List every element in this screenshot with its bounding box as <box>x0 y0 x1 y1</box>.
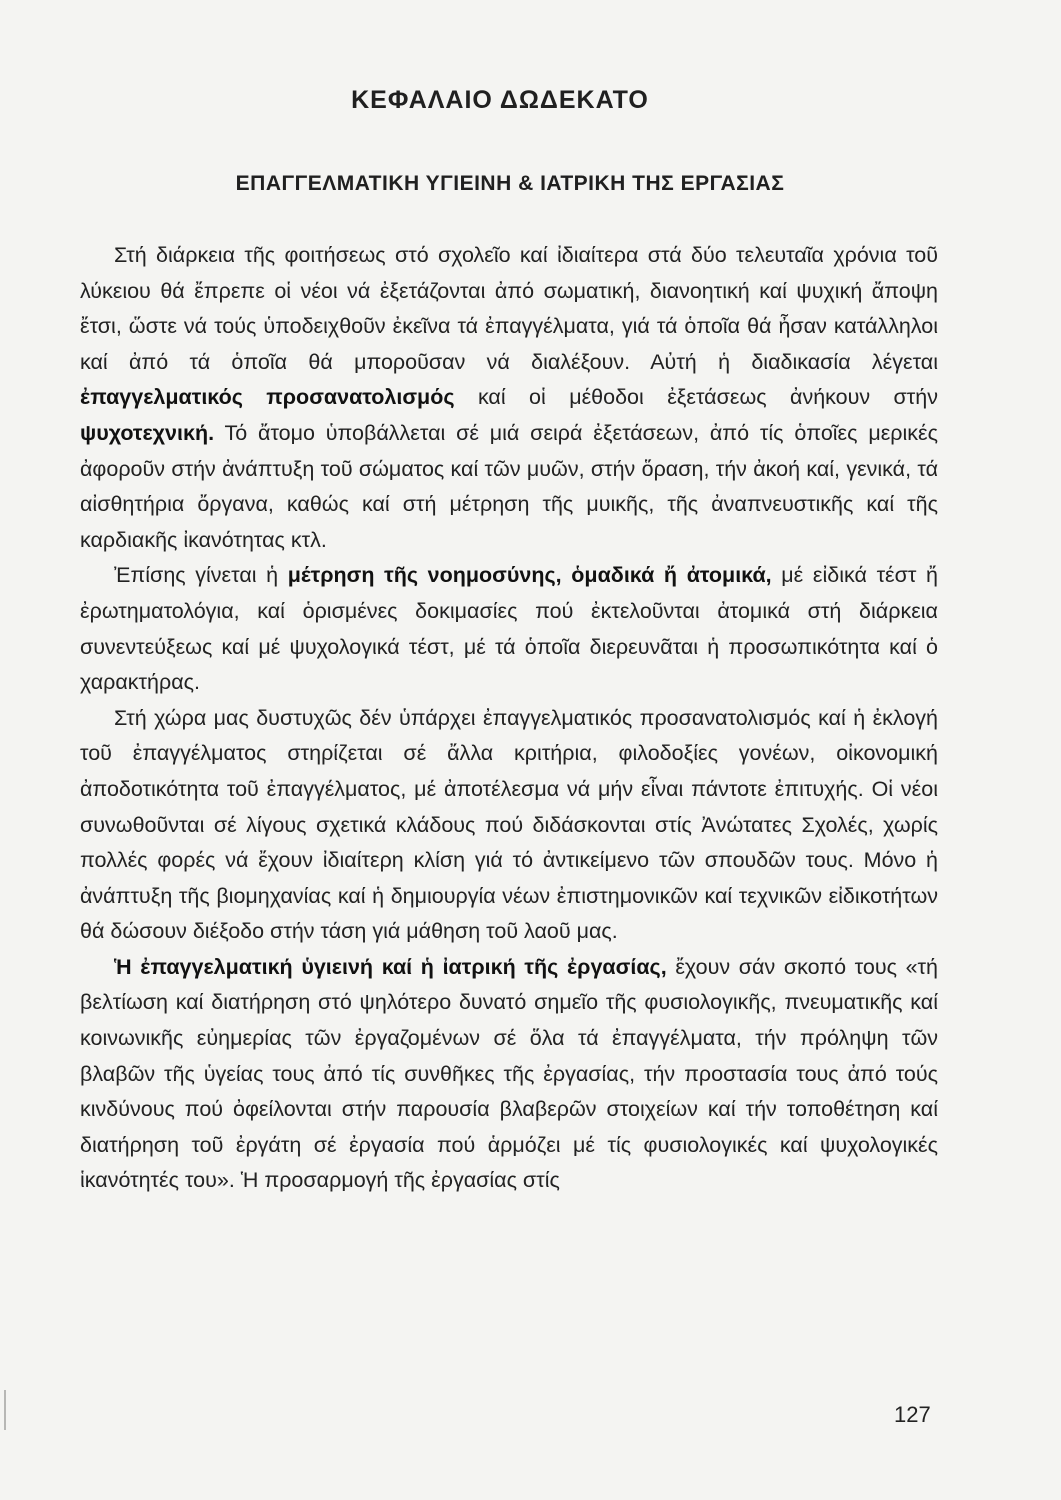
term-intelligence-measurement: μέτρηση τῆς νοημοσύνης, ὁμαδικά ἤ ἀτομικά, <box>287 563 772 588</box>
paragraph-2: Ἐπίσης γίνεται ἡ μέτρηση τῆς νοημοσύνης, ὁμαδικά ἤ ἀτομικά, μέ εἰδικά τέστ ἤ ἐρωτηματολόγια, καί ὁρισμένες δοκιμασίες πού ἐκτελοῦνται ἀτομικά στή διάρκεια συνεντεύξεως καί μέ ψυχολογικά τέστ, μέ τά ὁποῖα διερευνᾶται ἡ προσωπικότητα καί ὁ χαρακτήρας. <box>80 563 938 695</box>
chapter-title: ΚΕΦΑΛΑΙΟ ΔΩΔΕΚΑΤΟ <box>351 86 649 114</box>
scan-edge-mark <box>4 1390 6 1430</box>
body-text <box>80 238 938 1199</box>
paragraph-1: Στή διάρκεια τῆς φοιτήσεως στό σχολεῖο καί ἰδιαίτερα στά δύο τελευταῖα χρόνια τοῦ λύκειου θά ἔπρεπε οἱ νέοι νά ἐξετάζονται ἀπό σωματική, διανοητική καί ψυχική ἄποψη ἔτσι, ὥστε νά τούς ὑποδειχθοῦν ἐκεῖνα τά ἐπαγγέλματα, γιά τά ὁποῖα θά ἦσαν κατάλληλοι καί ἀπό τά ὁποῖα θά μποροῦσαν νά διαλέξουν. Αὐτή ἡ διαδικασία λέγεται ἐπαγγελματικός προσανατολισμός καί οἱ μέθοδοι ἐξετάσεως ἀνήκουν στήν ψυχοτεχνική. Τό ἄτομο ὑποβάλλεται σέ μιά σειρά ἐξετάσεων, ἀπό τίς ὁποῖες μερικές ἀφοροῦν στήν ἀνάπτυξη τοῦ σώματος καί τῶν μυῶν, στήν ὅραση, τήν ἀκοή καί, γενικά, τά αἰσθητήρια ὄργανα, καθώς καί στή μέτρηση τῆς μυικῆς, τῆς ἀναπνευστικῆς καί τῆς καρδιακῆς ἰκανότητας κτλ. <box>80 243 938 552</box>
paragraph-3: Στή χώρα μας δυστυχῶς δέν ὑπάρχει ἐπαγγελματικός προσανατολισμός καί ἡ ἐκλογή τοῦ ἐπαγγέλματος στηρίζεται σέ ἄλλα κριτήρια, φιλοδοξίες γονέων, οἰκονομική ἀποδοτικότητα τοῦ ἐπαγγέλματος, μέ ἀποτέλεσμα νά μήν εἶναι πάντοτε ἐπιτυχής. Οἱ νέοι συνωθοῦνται σέ λίγους σχετικά κλάδους πού διδάσκονται στίς Ἀνώτατες Σχολές, χωρίς πολλές φορές νά ἔχουν ἰδιαίτερη κλίση γιά τό ἀντικείμενο τῶν σπουδῶν τους. Μόνο ἡ ἀνάπτυξη τῆς βιομηχανίας καί ἡ δημιουργία νέων ἐπιστημονικῶν καί τεχνικῶν εἰδικοτήτων θά δώσουν διέξοδο στήν τάση γιά μάθηση τοῦ λαοῦ μας. <box>80 705 938 944</box>
paragraph-4: Ἡ ἐπαγγελματική ὑγιεινή καί ἡ ἰατρική τῆς ἐργασίας, ἔχουν σάν σκοπό τους «τή βελτίωση καί διατήρηση στό ψηλότερο δυνατό σημεῖο τῆς φυσιολογικῆς, πνευματικῆς καί κοινωνικῆς εὐημερίας τῶν ἐργαζομένων σέ ὅλα τά ἐπαγγέλματα, τήν πρόληψη τῶν βλαβῶν τῆς ὑγείας τους ἀπό τίς συνθῆκες τῆς ἐργασίας, τήν προστασία τους ἀπό τούς κινδύνους πού ὀφείλονται στήν παρουσία βλαβερῶν στοιχείων καί τήν τοποθέτηση καί διατήρηση τοῦ ἐργάτη σέ ἐργασία πού ἁρμόζει μέ τίς φυσιολογικές καί ψυχολογικές ἱκανότητές του». Ἡ προσαρμογή τῆς ἐργασίας στίς <box>80 954 939 1193</box>
term-occupational-health: Ἡ ἐπαγγελματική ὑγιεινή καί ἡ ἰατρική τῆς ἐργασίας, <box>114 954 667 979</box>
section-title: ΕΠΑΓΓΕΛΜΑΤΙΚΗ ΥΓΙΕΙΝΗ & ΙΑΤΡΙΚΗ ΤΗΣ ΕΡΓΑΣΙΑΣ <box>235 172 785 195</box>
term-psychotechnics: ψυχοτεχνική. <box>80 420 215 445</box>
page-number: 127 <box>894 1402 931 1427</box>
term-vocational-guidance: ἐπαγγελματικός προσανατολισμός <box>80 385 455 410</box>
